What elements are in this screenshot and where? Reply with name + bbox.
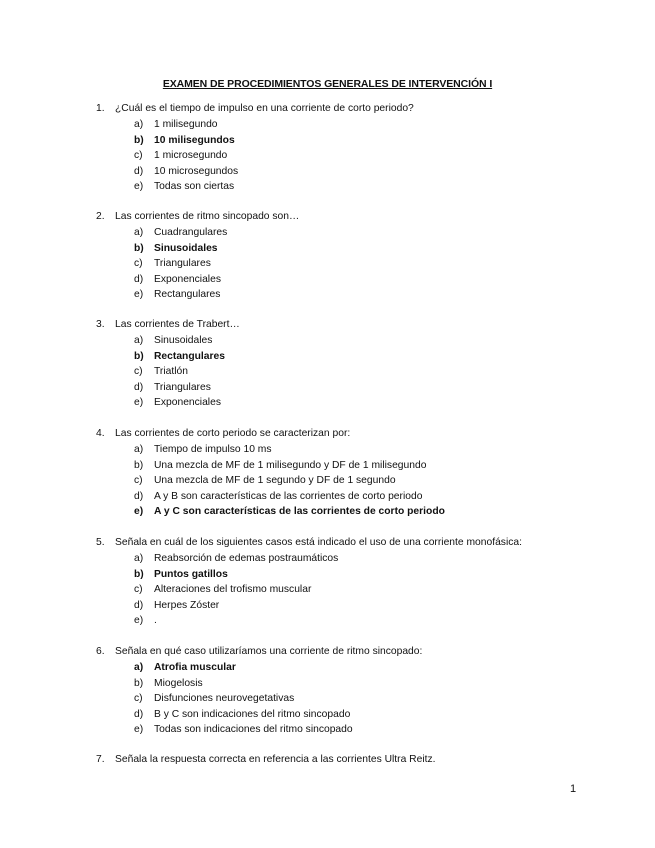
question-5-options — [134, 551, 338, 629]
question-text: Señala en cuál de los siguientes casos está indicado el uso de una corriente monofásica: — [115, 537, 522, 548]
question-6 — [96, 646, 422, 657]
question-1-options — [134, 117, 238, 195]
option-e: e) Todas son ciertas — [134, 181, 235, 192]
option-e: e) . — [134, 615, 157, 626]
question-3-options — [134, 333, 225, 411]
question-2-options — [134, 225, 227, 303]
page-number: 1 — [570, 783, 577, 795]
question-6-options — [134, 660, 353, 738]
question-text: Las corrientes de Trabert… — [115, 319, 240, 330]
question-5 — [96, 537, 522, 548]
question-1 — [96, 103, 414, 114]
option-d: d) Exponenciales — [134, 273, 221, 285]
option-e: e) Rectangulares — [134, 289, 221, 300]
question-number: 6. — [96, 646, 105, 657]
option-b: b) Una mezcla de MF de 1 milisegundo y DF de 1 milisegundo — [134, 459, 427, 471]
option-c: c) Triatlón — [134, 366, 188, 377]
option-c: c) Triangulares — [134, 258, 211, 269]
question-text: ¿Cuál es el tiempo de impulso en una corriente de corto periodo? — [115, 103, 414, 114]
option-e: e) A y C son características de las corrientes de corto periodo — [134, 506, 445, 517]
option-a: a) Atrofia muscular — [134, 662, 236, 673]
question-number: 3. — [96, 319, 105, 330]
option-a: a) Tiempo de impulso 10 ms — [134, 444, 272, 455]
option-c: c) Alteraciones del trofismo muscular — [134, 584, 312, 595]
option-c: c) 1 microsegundo — [134, 150, 228, 161]
question-number: 4. — [96, 428, 105, 439]
option-b: b) Rectangulares — [134, 350, 225, 362]
option-e: e) Todas son indicaciones del ritmo sincopado — [134, 724, 353, 735]
question-number: 2. — [96, 211, 105, 222]
option-a: a) Sinusoidales — [134, 335, 213, 346]
question-number: 5. — [96, 537, 105, 548]
question-7 — [96, 754, 436, 765]
question-3 — [96, 319, 240, 330]
question-text: Las corrientes de corto periodo se caracterizan por: — [115, 428, 351, 439]
question-4 — [96, 428, 350, 439]
option-c: c) Disfunciones neurovegetativas — [134, 693, 295, 704]
question-text: Señala la respuesta correcta en referencia a las corrientes Ultra Reitz. — [115, 754, 436, 765]
question-number: 7. — [96, 754, 105, 765]
option-d: d) A y B son características de las corrientes de corto periodo — [134, 490, 423, 502]
option-a: a) Reabsorción de edemas postraumáticos — [134, 553, 339, 564]
question-2 — [96, 211, 299, 222]
option-e: e) Exponenciales — [134, 397, 221, 408]
option-b: b) Miogelosis — [134, 677, 203, 689]
question-number: 1. — [96, 103, 105, 114]
option-b: b) Sinusoidales — [134, 242, 218, 254]
option-d: d) B y C son indicaciones del ritmo sincopado — [134, 708, 351, 720]
question-text: Señala en qué caso utilizaríamos una corriente de ritmo sincopado: — [115, 646, 423, 657]
option-b: b) Puntos gatillos — [134, 568, 228, 580]
question-4-options — [134, 442, 445, 520]
option-d: d) Herpes Zóster — [134, 599, 220, 611]
option-c: c) Una mezcla de MF de 1 segundo y DF de 1 segundo — [134, 475, 396, 486]
option-a: a) 1 milisegundo — [134, 119, 218, 130]
option-a: a) Cuadrangulares — [134, 227, 228, 238]
option-d: d) 10 microsegundos — [134, 165, 239, 177]
option-d: d) Triangulares — [134, 381, 211, 393]
option-b: b) 10 milisegundos — [134, 134, 235, 146]
exam-title: EXAMEN DE PROCEDIMIENTOS GENERALES DE INTERVENCIÓN I — [162, 78, 493, 90]
question-text: Las corrientes de ritmo sincopado son… — [115, 211, 300, 222]
